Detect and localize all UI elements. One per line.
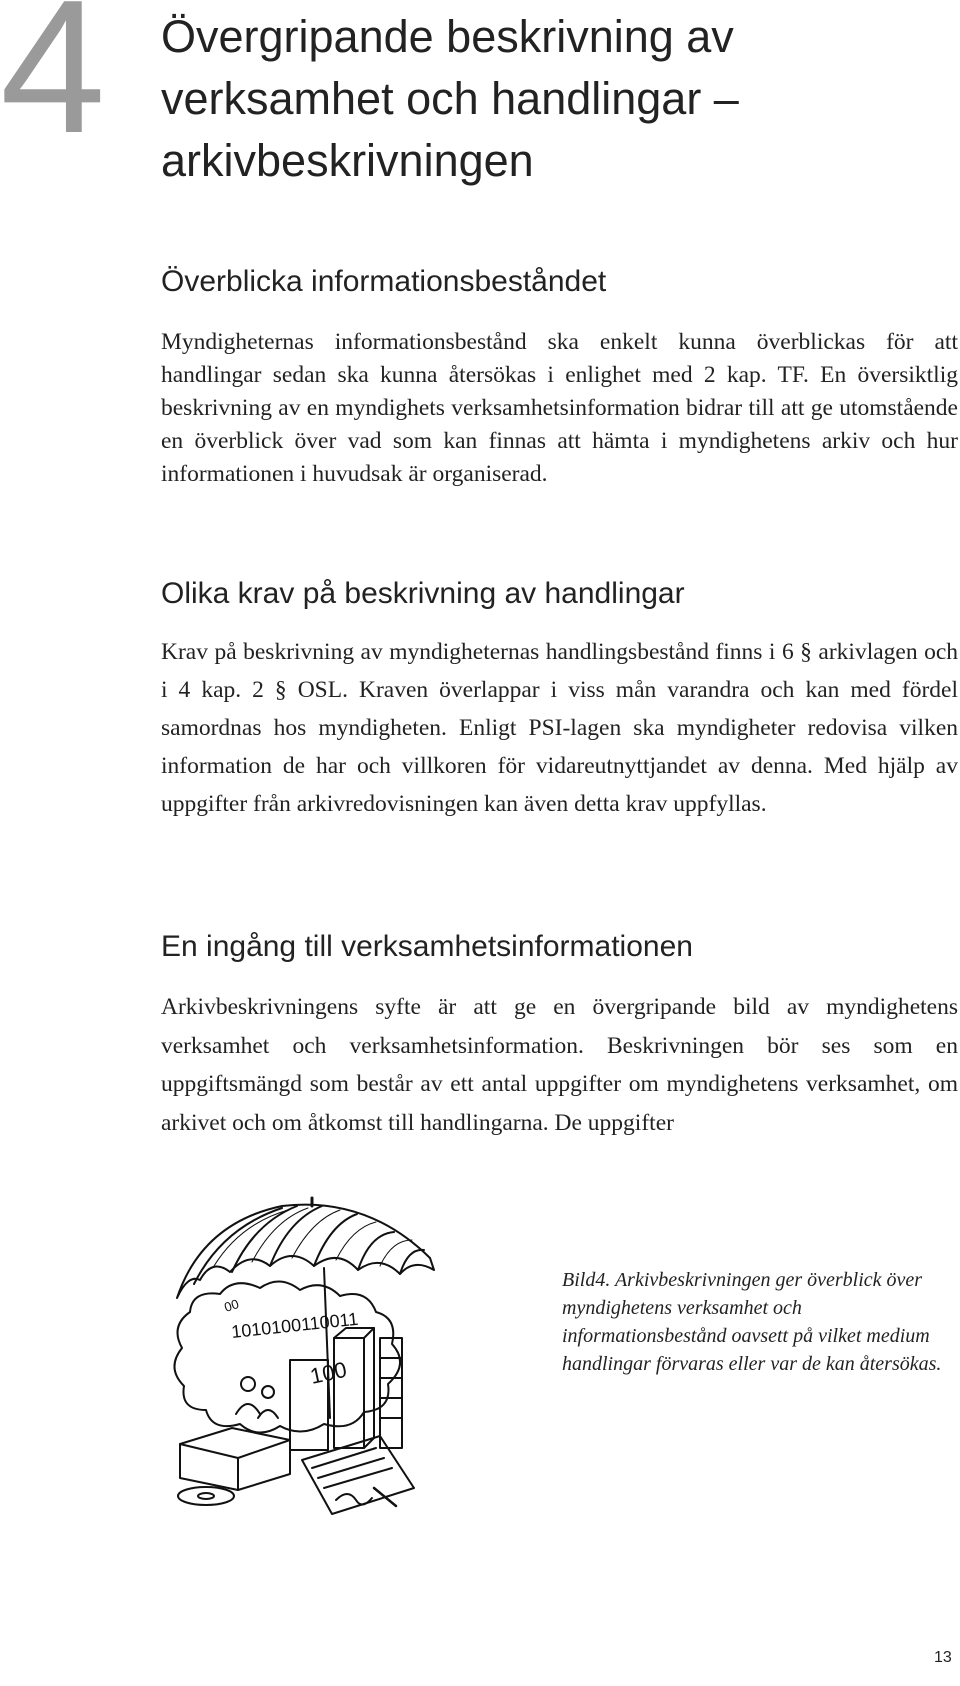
section-body-entry: Arkivbeskrivningens syfte är att ge en övergripande bild av myndighetens verksamhet och verksamhetsinformation. Beskrivningen bör ses som en uppgiftsmängd som består av ett antal uppgifter om myndighetens verksamhet, om arkivet och om åtkomst till handlingarna. De uppgifter	[161, 994, 958, 1136]
section-body-requirements: Krav på beskrivning av myndigheternas handlingsbestånd finns i 6 § arkivlagen och i 4 kap. 2 § OSL. Kraven överlappar i viss mån varandra och kan med fördel samordnas hos myndigheten. Enligt PSI-lagen ska myndigheter redovisa vilken information de har och villkoren för vidareutnyttjandet av denna. Med hjälp av uppgifter från arkivredovisningen kan även detta krav uppfyllas.	[161, 639, 958, 817]
cloud-icon	[174, 1281, 400, 1432]
binary-digits-3: 00	[222, 1296, 241, 1315]
section-heading-requirements: Olika krav på beskrivning av handlingar	[161, 577, 685, 610]
chapter-number: 4	[0, 0, 106, 173]
umbrella-archive-illustration	[162, 1188, 462, 1524]
chapter-title: Övergripande beskrivning av verksamhet och handlingar – arkivbeskrivningen	[161, 11, 739, 186]
page-number: 13	[934, 1649, 952, 1666]
binary-digits-2: 100	[307, 1356, 349, 1389]
binary-digits-1: 1010100110011	[230, 1308, 360, 1342]
section-body-overview: Myndigheternas informationsbestånd ska enkelt kunna överblickas för att handlingar sedan ska kunna återsökas i enlighet med 2 kap. TF. En översiktlig beskrivning av en myndighets verksamhetsinformation bidrar till att ge utomstående en överblick över vad som kan finnas att hämta i myndighetens arkiv och hur informationen i huvudsak är organiserad.	[161, 329, 958, 487]
disk-icon	[178, 1487, 234, 1505]
box-icon	[180, 1428, 290, 1490]
section-heading-overview: Överblicka informationsbeståndet	[161, 265, 607, 298]
figure-caption: Bild4. Arkivbeskrivningen ger överblick över myndighetens verksamhet och informationsbestånd oavsett på vilket medium handlingar förvaras eller var de kan återsökas.	[562, 1269, 942, 1375]
section-heading-entry: En ingång till verksamhetsinformationen	[161, 930, 693, 963]
